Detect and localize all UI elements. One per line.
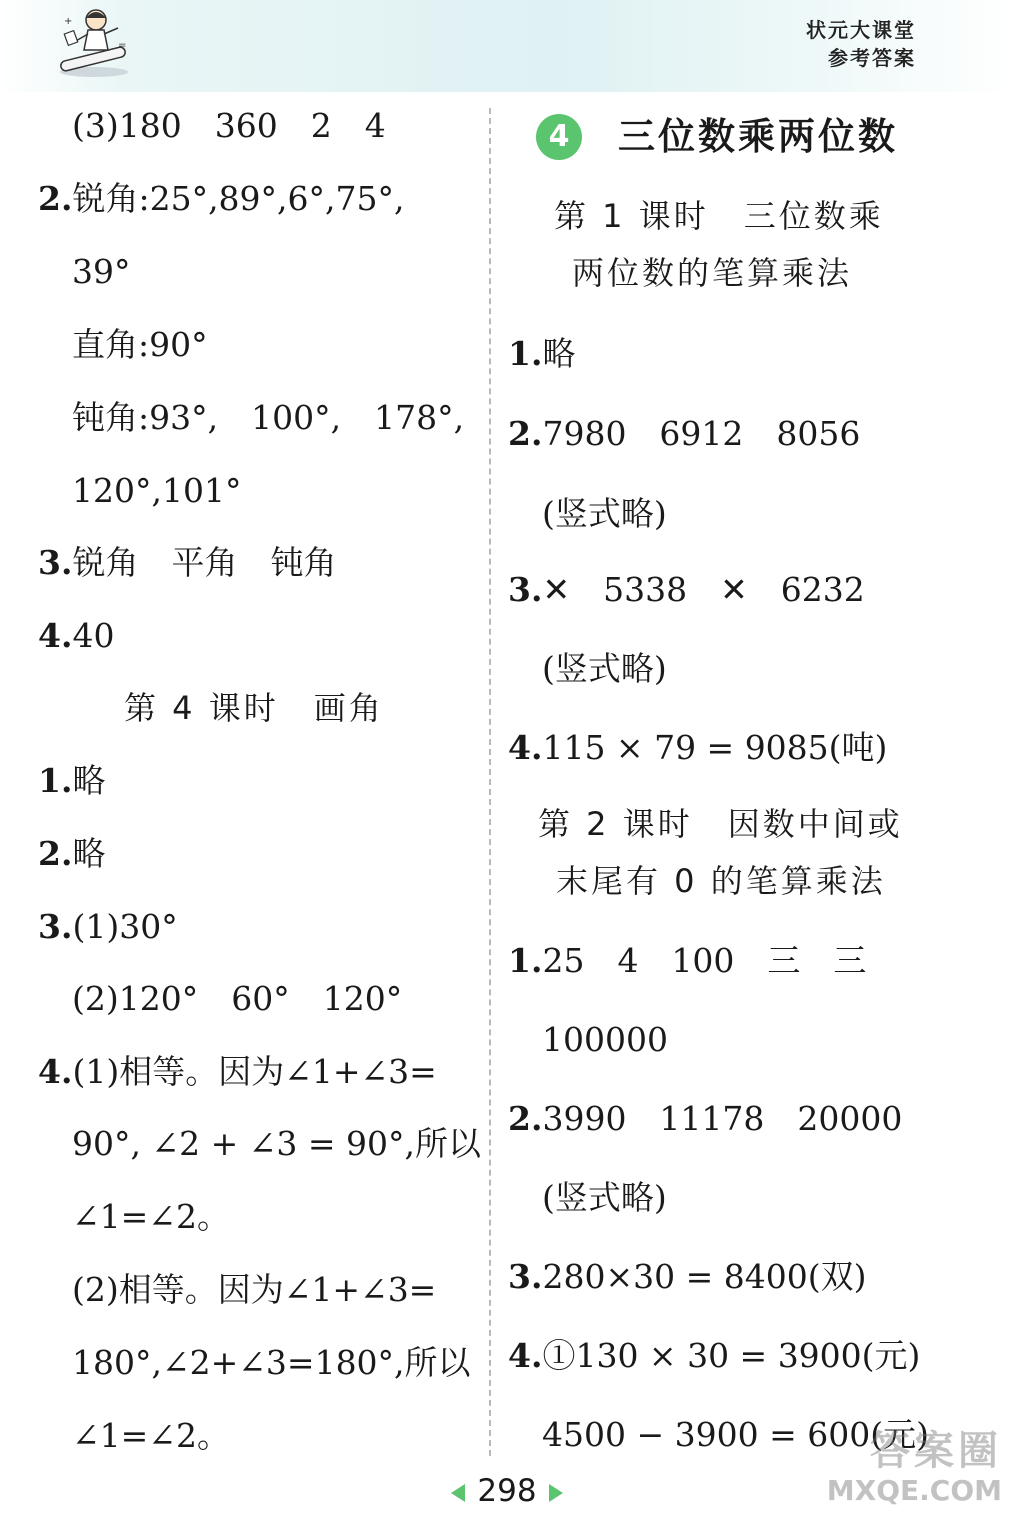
answer-text: 钝角:93°, 100°, 178°, (72, 398, 465, 437)
answer-line (508, 1257, 866, 1297)
answer-text: (2)相等。因为∠1+∠3= (72, 1270, 437, 1309)
section-heading: 末尾有 0 的笔算乘法 (556, 862, 886, 900)
item-number: 2. (508, 1099, 543, 1138)
answer-text: (1)相等。因为∠1+∠3= (72, 1052, 437, 1091)
answer-text: 7980 6912 8056 (542, 414, 861, 453)
answer-text: 略 (72, 834, 106, 873)
svg-text:=: = (118, 40, 127, 51)
answer-line (72, 325, 208, 365)
column-divider (489, 108, 491, 1456)
item-number: 2. (38, 179, 73, 218)
answer-text: ①130 × 30 = 3900(元) (542, 1336, 921, 1375)
item-number: 4. (38, 616, 73, 655)
answer-text: (竖式略) (542, 494, 667, 533)
watermark-url: MXQE.COM (826, 1474, 1002, 1507)
answer-line (72, 1197, 230, 1237)
item-number: 3. (38, 907, 73, 946)
answer-text: ∠1=∠2。 (72, 1416, 230, 1455)
answer-text: 略 (72, 761, 106, 800)
page-number: 298 (477, 1473, 537, 1509)
triangle-left-icon (451, 1484, 465, 1502)
answer-text: (竖式略) (542, 1178, 667, 1217)
answer-line (72, 106, 386, 146)
answer-line (38, 616, 114, 656)
item-number: 3. (508, 570, 543, 609)
answer-text: 120°,101° (72, 471, 242, 510)
answer-line (508, 1099, 902, 1139)
answer-line (72, 1343, 471, 1383)
answer-line (542, 1020, 668, 1060)
answer-line (508, 941, 866, 981)
item-number: 4. (38, 1052, 73, 1091)
answer-line (508, 1336, 920, 1376)
answer-text: 3990 11178 20000 (542, 1099, 903, 1138)
answer-line (72, 1124, 481, 1164)
item-number: 4. (508, 728, 543, 767)
watermark-text: 答案圈 (870, 1428, 1002, 1474)
answer-line (38, 543, 336, 583)
brand-subtitle: 参考答案 (828, 46, 916, 70)
answer-line (542, 494, 667, 534)
brand-block (806, 16, 916, 72)
answer-text: 115 × 79 = 9085(吨) (542, 728, 888, 767)
answer-text: 180°,∠2+∠3=180°,所以 (72, 1343, 471, 1382)
answer-text: (竖式略) (542, 649, 667, 688)
item-number: 1. (38, 761, 73, 800)
item-number: 2. (38, 834, 73, 873)
answer-line (38, 907, 178, 947)
answer-text: (2)120° 60° 120° (72, 979, 403, 1018)
answer-line (72, 1416, 230, 1456)
answer-text: 100000 (542, 1020, 668, 1059)
answer-line (38, 179, 405, 219)
chapter-number-badge: 4 (536, 114, 582, 160)
svg-text:+: + (64, 16, 73, 27)
answer-text: 4500 − 3900 = 600(元) (542, 1415, 929, 1454)
answer-line (72, 398, 464, 438)
answer-text: ✕ 5338 ✕ 6232 (542, 570, 865, 609)
answer-line (72, 252, 131, 292)
answer-line (508, 570, 865, 610)
answer-line (72, 471, 241, 511)
section-heading: 第 1 课时 三位数乘 (554, 197, 884, 235)
item-number: 4. (508, 1336, 543, 1375)
watermark (827, 1428, 1002, 1508)
answer-line (542, 649, 667, 689)
answer-line (508, 728, 887, 768)
mascot-logo-icon (52, 2, 134, 80)
item-number: 1. (508, 941, 543, 980)
answer-text: 25 4 100 三 三 (542, 941, 867, 980)
answer-line (38, 834, 105, 874)
answer-text: 40 (72, 616, 115, 655)
item-number: 3. (38, 543, 73, 582)
section-heading: 两位数的笔算乘法 (572, 254, 853, 292)
answer-line (72, 979, 402, 1019)
answer-line (508, 334, 575, 374)
chapter-title: 三位数乘两位数 (618, 115, 898, 158)
answer-text: 锐角:25°,89°,6°,75°, (72, 179, 405, 218)
item-number: 1. (508, 334, 543, 373)
answer-line (72, 1270, 436, 1310)
item-number: 2. (508, 414, 543, 453)
answer-text: 直角:90° (72, 325, 208, 364)
answer-text: 280×30 = 8400(双) (542, 1257, 867, 1296)
answer-line (38, 1052, 437, 1092)
section-heading: 第 2 课时 因数中间或 (538, 805, 903, 843)
answer-line (542, 1178, 667, 1218)
item-number: 3. (508, 1257, 543, 1296)
triangle-right-icon (549, 1484, 563, 1502)
brand-title: 状元大课堂 (806, 18, 916, 42)
section-heading: 第 4 课时 画角 (124, 689, 384, 727)
answer-text: (1)30° (72, 907, 178, 946)
answer-line (508, 414, 860, 454)
answer-text: ∠1=∠2。 (72, 1197, 230, 1236)
answer-line (38, 761, 105, 801)
answer-text: 锐角 平角 钝角 (72, 543, 337, 582)
answer-text: 39° (72, 252, 131, 291)
answer-text: 90°, ∠2 + ∠3 = 90°,所以 (72, 1124, 482, 1163)
answer-text: 略 (542, 334, 576, 373)
answer-text: (3)180 360 2 4 (72, 106, 386, 145)
